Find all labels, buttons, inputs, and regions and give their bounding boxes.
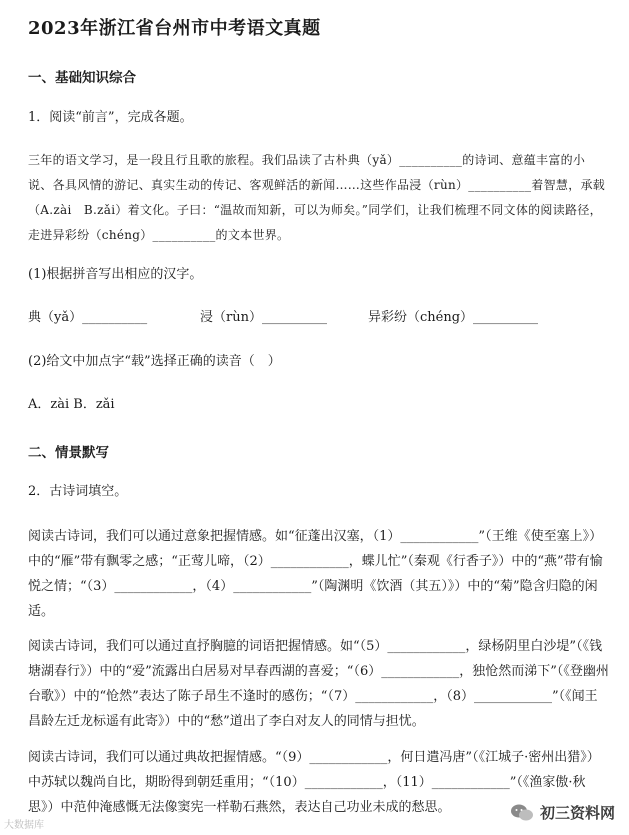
- question-2-prompt: 2．古诗词填空。: [28, 484, 128, 499]
- wechat-icon: [510, 803, 534, 823]
- poetry-paragraph-emotion: 阅读古诗词，我们可以通过直抒胸臆的词语把握情感。如“（5）____________，绿杨阴里白沙堤”（《钱塘湖春行》）中的“爱”流露出白居易对早春西湖的喜爱；“（6）____________，独怆然而涕下”（《登幽州台歌》）中的“怆然”表达了陈子昂生不逢时的感伤；“（7）____________，（8）____________”（《闻王昌龄左迁龙标遥有此寄》）中的“愁”道出了李白对友人的同情与担忧。: [28, 639, 609, 729]
- section-heading-poetry: 二、情景默写: [28, 445, 109, 461]
- pinyin-item: 异彩纷（chéng）__________: [368, 310, 539, 325]
- preface-passage: 三年的语文学习，是一段且行且歌的旅程。我们品读了古朴典（yǎ）__________的诗词、意蕴丰富的小说、各具风情的游记、真实生动的传记、客观鲜活的新闻……这些作品浸（rùn）__________着智慧，承载（A.zài B.zǎi）着文化。子曰：“温故而知新，可以为师矣。”同学们，让我们梳理不同文体的阅读路径，走进异彩纷（chéng）__________的文本世界。: [28, 153, 606, 242]
- subquestion-2: (2)给文中加点字“载”选择正确的读音（ ）: [28, 354, 281, 369]
- watermark-right: [504, 800, 621, 825]
- watermark-left: 大数据库: [4, 820, 44, 831]
- subquestion-1: (1)根据拼音写出相应的汉字。: [28, 267, 203, 282]
- question-1-prompt: 1．阅读“前言”，完成各题。: [28, 110, 193, 125]
- answer-options: A．zài B．zǎi: [28, 397, 115, 412]
- poetry-paragraph-imagery: 阅读古诗词，我们可以通过意象把握情感。如“征蓬出汉塞，（1）____________”（王维《使至塞上》）中的“雁”带有飘零之感；“正莺儿啼，（2）____________，蝶儿忙”（秦观《行香子》）中的“燕”带有愉悦之情；“（3）____________，（4）____________”（陶渊明《饮酒（其五）》）中的“菊”隐含归隐的闲适。: [28, 529, 603, 619]
- pinyin-item: 典（yǎ）__________: [28, 310, 148, 325]
- poetry-paragraph-allusion: 阅读古诗词，我们可以通过典故把握情感。“（9）____________，何日遣冯唐”（《江城子·密州出猎》）中苏轼以魏尚自比，期盼得到朝廷重用；“（10）____________，（11）____________”（《渔家傲·秋思》）中范仲淹感慨无法像窦宪一样勒石燕然，表达自己功业未成的愁思。: [28, 750, 600, 815]
- page-title: 2023年浙江省台州市中考语文真题: [28, 18, 321, 39]
- section-heading-basic: 一、基础知识综合: [28, 70, 136, 86]
- pinyin-item: 浸（rùn）__________: [200, 310, 327, 325]
- watermark-right-text: 初三资料网: [539, 804, 615, 822]
